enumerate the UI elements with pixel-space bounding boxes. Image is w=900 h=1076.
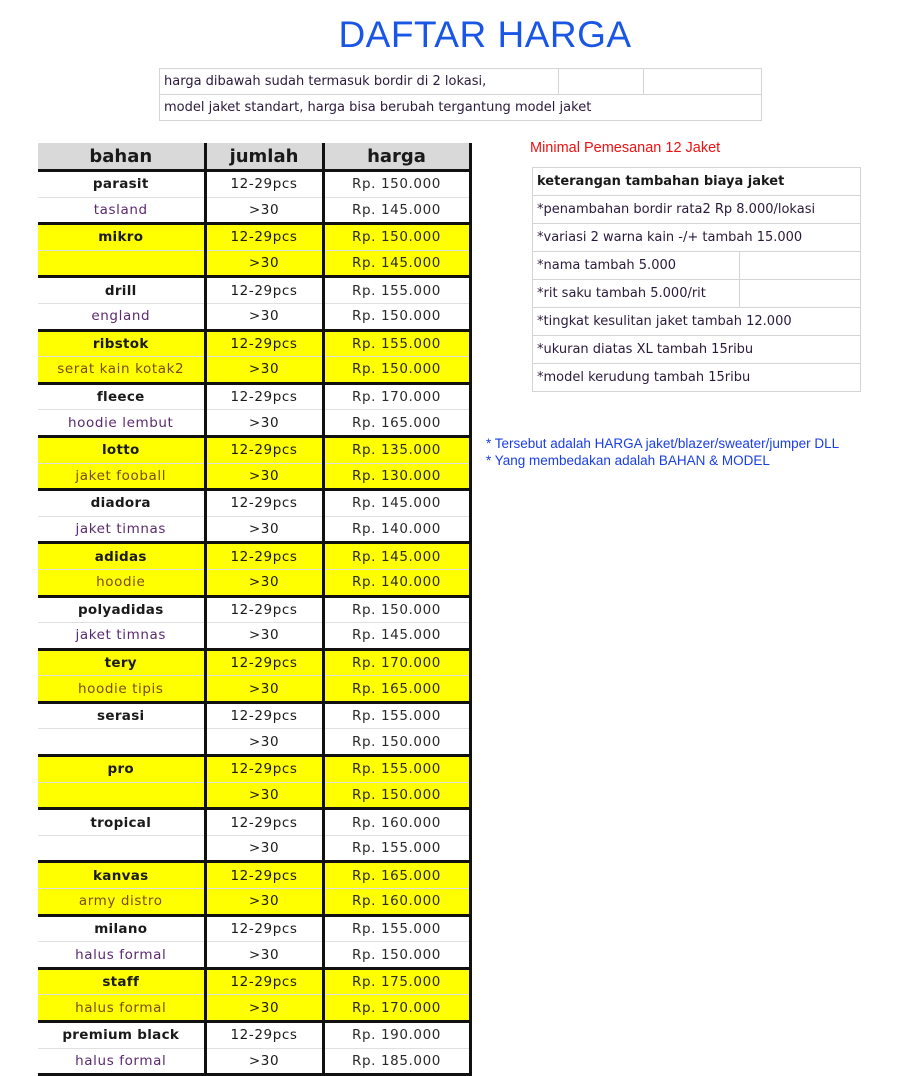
table-row xyxy=(38,357,470,384)
extra-cost-item: *tingkat kesulitan jaket tambah 12.000 xyxy=(533,308,861,336)
bahan-description xyxy=(38,835,205,862)
bahan-description: halus formal xyxy=(38,995,205,1022)
harga-cell: Rp. 150.000 xyxy=(323,596,470,623)
jumlah-cell: 12-29pcs xyxy=(205,543,323,570)
harga-cell: Rp. 145.000 xyxy=(323,250,470,277)
header-notes-table xyxy=(159,68,762,121)
harga-cell: Rp. 150.000 xyxy=(323,224,470,251)
footnotes xyxy=(486,435,839,469)
harga-cell: Rp. 170.000 xyxy=(323,383,470,410)
jumlah-cell: 12-29pcs xyxy=(205,702,323,729)
harga-cell: Rp. 170.000 xyxy=(323,649,470,676)
extra-cost-item: *model kerudung tambah 15ribu xyxy=(533,364,861,392)
bahan-name: adidas xyxy=(38,543,205,570)
bahan-name: serasi xyxy=(38,702,205,729)
table-row xyxy=(38,676,470,703)
bahan-name: mikro xyxy=(38,224,205,251)
empty-cell xyxy=(559,69,644,95)
bahan-description: jaket timnas xyxy=(38,623,205,650)
jumlah-cell: >30 xyxy=(205,410,323,437)
bahan-description: serat kain kotak2 xyxy=(38,357,205,384)
harga-cell: Rp. 150.000 xyxy=(323,782,470,809)
jumlah-cell: >30 xyxy=(205,729,323,756)
harga-cell: Rp. 165.000 xyxy=(323,676,470,703)
extra-costs-title: keterangan tambahan biaya jaket xyxy=(533,168,861,196)
jumlah-cell: >30 xyxy=(205,782,323,809)
bahan-description xyxy=(38,782,205,809)
note-line-2: model jaket standart, harga bisa berubah tergantung model jaket xyxy=(160,95,762,121)
harga-cell: Rp. 155.000 xyxy=(323,835,470,862)
table-row xyxy=(38,835,470,862)
bahan-name: tropical xyxy=(38,809,205,836)
harga-cell: Rp. 150.000 xyxy=(323,303,470,330)
table-row xyxy=(38,277,470,304)
table-row xyxy=(38,782,470,809)
harga-cell: Rp. 150.000 xyxy=(323,171,470,198)
jumlah-cell: 12-29pcs xyxy=(205,490,323,517)
empty-cell xyxy=(644,69,762,95)
harga-cell: Rp. 140.000 xyxy=(323,516,470,543)
jumlah-cell: 12-29pcs xyxy=(205,1022,323,1049)
bahan-description: army distro xyxy=(38,889,205,916)
table-row xyxy=(38,171,470,198)
jumlah-cell: 12-29pcs xyxy=(205,809,323,836)
bahan-name: diadora xyxy=(38,490,205,517)
table-row xyxy=(38,410,470,437)
jumlah-cell: 12-29pcs xyxy=(205,596,323,623)
table-row xyxy=(38,809,470,836)
empty-cell xyxy=(740,280,861,308)
jumlah-cell: 12-29pcs xyxy=(205,171,323,198)
table-row xyxy=(38,1048,470,1075)
table-row xyxy=(38,197,470,224)
bahan-name: kanvas xyxy=(38,862,205,889)
bahan-name: polyadidas xyxy=(38,596,205,623)
harga-cell: Rp. 155.000 xyxy=(323,756,470,783)
bahan-name: premium black xyxy=(38,1022,205,1049)
jumlah-cell: 12-29pcs xyxy=(205,862,323,889)
bahan-name: staff xyxy=(38,968,205,995)
table-row xyxy=(38,702,470,729)
jumlah-cell: >30 xyxy=(205,357,323,384)
jumlah-cell: 12-29pcs xyxy=(205,915,323,942)
bahan-name: lotto xyxy=(38,436,205,463)
jumlah-cell: >30 xyxy=(205,889,323,916)
jumlah-cell: >30 xyxy=(205,463,323,490)
bahan-description: halus formal xyxy=(38,1048,205,1075)
table-row xyxy=(38,623,470,650)
harga-cell: Rp. 155.000 xyxy=(323,915,470,942)
jumlah-cell: >30 xyxy=(205,942,323,969)
price-table-body xyxy=(38,171,470,1075)
table-row xyxy=(38,250,470,277)
jumlah-cell: >30 xyxy=(205,1048,323,1075)
table-row xyxy=(38,649,470,676)
table-row xyxy=(38,968,470,995)
jumlah-cell: >30 xyxy=(205,676,323,703)
extra-cost-item: *nama tambah 5.000 xyxy=(533,252,740,280)
bahan-description: jaket fooball xyxy=(38,463,205,490)
bahan-description: hoodie xyxy=(38,569,205,596)
table-row xyxy=(38,303,470,330)
table-row xyxy=(38,463,470,490)
jumlah-cell: >30 xyxy=(205,995,323,1022)
bahan-description xyxy=(38,729,205,756)
bahan-name: drill xyxy=(38,277,205,304)
bahan-name: milano xyxy=(38,915,205,942)
price-table xyxy=(38,143,472,1076)
table-row xyxy=(38,942,470,969)
harga-cell: Rp. 160.000 xyxy=(323,889,470,916)
jumlah-cell: >30 xyxy=(205,303,323,330)
bahan-name: tery xyxy=(38,649,205,676)
table-row xyxy=(38,516,470,543)
table-row xyxy=(38,543,470,570)
extra-cost-item: *variasi 2 warna kain -/+ tambah 15.000 xyxy=(533,224,861,252)
harga-cell: Rp. 175.000 xyxy=(323,968,470,995)
jumlah-cell: >30 xyxy=(205,250,323,277)
jumlah-cell: 12-29pcs xyxy=(205,277,323,304)
bahan-description xyxy=(38,250,205,277)
harga-cell: Rp. 145.000 xyxy=(323,197,470,224)
harga-cell: Rp. 165.000 xyxy=(323,410,470,437)
harga-cell: Rp. 170.000 xyxy=(323,995,470,1022)
extra-costs-table xyxy=(532,167,861,392)
jumlah-cell: >30 xyxy=(205,197,323,224)
table-row xyxy=(38,915,470,942)
table-row xyxy=(38,436,470,463)
table-row xyxy=(38,729,470,756)
bahan-description: halus formal xyxy=(38,942,205,969)
jumlah-cell: >30 xyxy=(205,569,323,596)
harga-cell: Rp. 135.000 xyxy=(323,436,470,463)
column-header-bahan: bahan xyxy=(38,143,205,171)
bahan-name: ribstok xyxy=(38,330,205,357)
page-title: DAFTAR HARGA xyxy=(338,14,632,55)
footnote-1: * Tersebut adalah HARGA jaket/blazer/sweater/jumper DLL xyxy=(486,436,840,451)
harga-cell: Rp. 155.000 xyxy=(323,277,470,304)
harga-cell: Rp. 165.000 xyxy=(323,862,470,889)
jumlah-cell: 12-29pcs xyxy=(205,756,323,783)
extra-cost-item: *ukuran diatas XL tambah 15ribu xyxy=(533,336,861,364)
table-row xyxy=(38,1022,470,1049)
harga-cell: Rp. 145.000 xyxy=(323,543,470,570)
jumlah-cell: >30 xyxy=(205,835,323,862)
extra-cost-item: *penambahan bordir rata2 Rp 8.000/lokasi xyxy=(533,196,861,224)
harga-cell: Rp. 160.000 xyxy=(323,809,470,836)
empty-cell xyxy=(740,252,861,280)
jumlah-cell: 12-29pcs xyxy=(205,383,323,410)
bahan-name: fleece xyxy=(38,383,205,410)
harga-cell: Rp. 155.000 xyxy=(323,702,470,729)
harga-cell: Rp. 150.000 xyxy=(323,729,470,756)
table-row xyxy=(38,596,470,623)
bahan-description: hoodie tipis xyxy=(38,676,205,703)
jumlah-cell: >30 xyxy=(205,516,323,543)
bahan-description: england xyxy=(38,303,205,330)
note-line-1: harga dibawah sudah termasuk bordir di 2 lokasi, xyxy=(160,69,559,95)
minimal-order-note: Minimal Pemesanan 12 Jaket xyxy=(530,140,721,156)
table-row xyxy=(38,756,470,783)
jumlah-cell: 12-29pcs xyxy=(205,436,323,463)
table-row xyxy=(38,569,470,596)
harga-cell: Rp. 140.000 xyxy=(323,569,470,596)
footnote-2: * Yang membedakan adalah BAHAN & MODEL xyxy=(486,453,770,468)
jumlah-cell: 12-29pcs xyxy=(205,224,323,251)
column-header-jumlah: jumlah xyxy=(205,143,323,171)
bahan-name: pro xyxy=(38,756,205,783)
table-row xyxy=(38,862,470,889)
bahan-name: parasit xyxy=(38,171,205,198)
table-row xyxy=(38,383,470,410)
jumlah-cell: >30 xyxy=(205,623,323,650)
extra-cost-item: *rit saku tambah 5.000/rit xyxy=(533,280,740,308)
harga-cell: Rp. 130.000 xyxy=(323,463,470,490)
table-row xyxy=(38,224,470,251)
bahan-description: hoodie lembut xyxy=(38,410,205,437)
table-row xyxy=(38,995,470,1022)
harga-cell: Rp. 185.000 xyxy=(323,1048,470,1075)
harga-cell: Rp. 155.000 xyxy=(323,330,470,357)
harga-cell: Rp. 150.000 xyxy=(323,357,470,384)
harga-cell: Rp. 145.000 xyxy=(323,623,470,650)
jumlah-cell: 12-29pcs xyxy=(205,649,323,676)
harga-cell: Rp. 145.000 xyxy=(323,490,470,517)
column-header-harga: harga xyxy=(323,143,470,171)
harga-cell: Rp. 150.000 xyxy=(323,942,470,969)
table-row xyxy=(38,330,470,357)
jumlah-cell: 12-29pcs xyxy=(205,968,323,995)
table-row xyxy=(38,889,470,916)
bahan-description: tasland xyxy=(38,197,205,224)
jumlah-cell: 12-29pcs xyxy=(205,330,323,357)
table-row xyxy=(38,490,470,517)
bahan-description: jaket timnas xyxy=(38,516,205,543)
harga-cell: Rp. 190.000 xyxy=(323,1022,470,1049)
